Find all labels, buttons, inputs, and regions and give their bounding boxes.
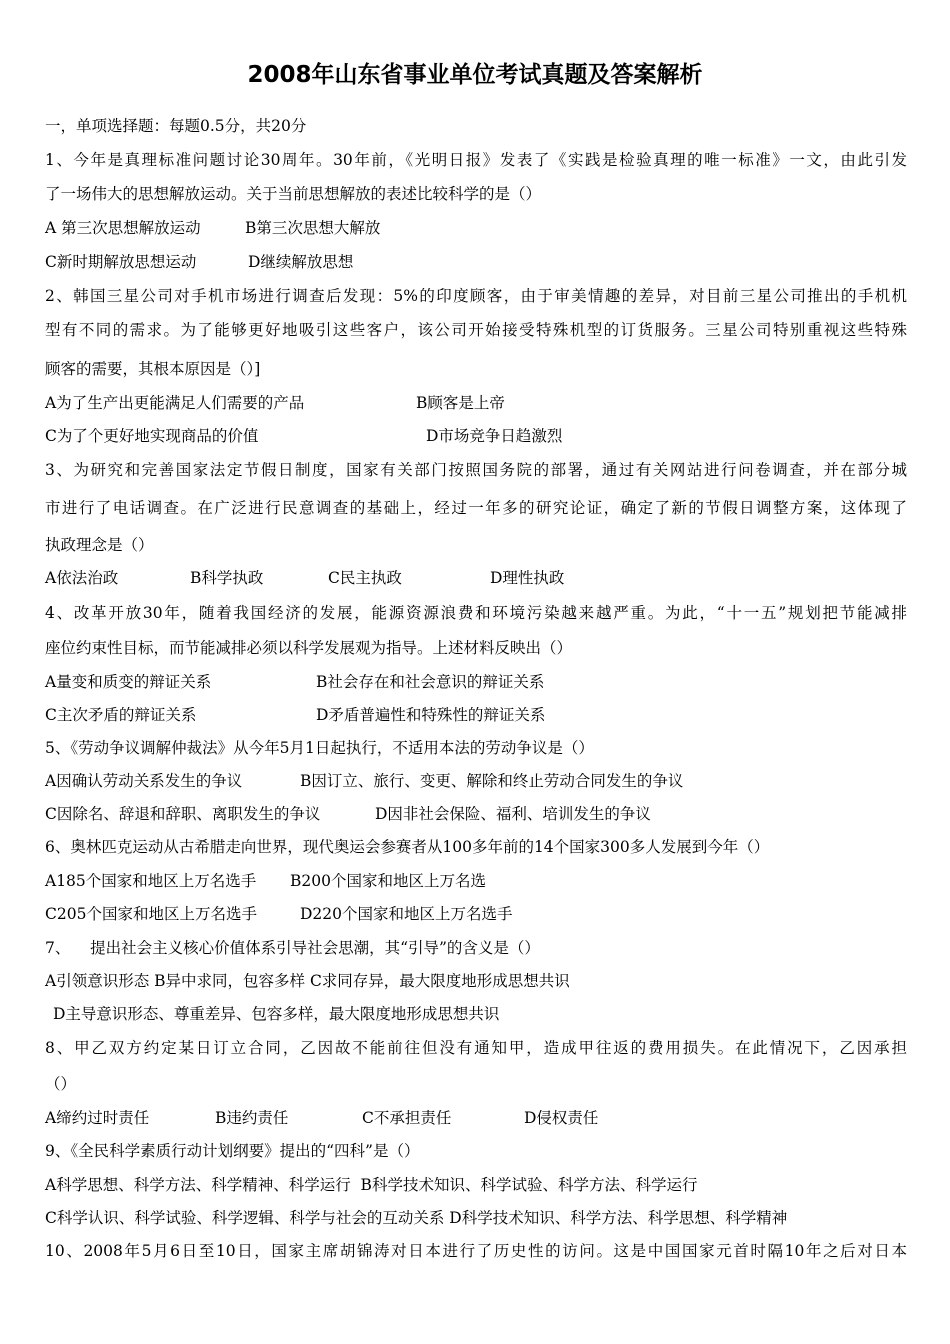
q1-option-d: D继续解放思想	[248, 253, 354, 271]
q5-option-c: C因除名、辞退和辞职、离职发生的争议	[45, 805, 321, 823]
q3-stem: 3、为研究和完善国家法定节假日制度，国家有关部门按照国务院的部署，通过有关网站进行问卷调查，并在部分城	[45, 461, 907, 479]
q3-stem-end: 执政理念是（）	[45, 536, 154, 554]
q5-stem: 5、《劳动争议调解仲裁法》从今年5月1日起执行，不适用本法的劳动争议是（）	[45, 739, 594, 757]
q4-option-a: A量变和质变的辩证关系	[45, 673, 212, 691]
q6-option-a: A185个国家和地区上万名选手	[45, 872, 257, 890]
q4-option-c: C主次矛盾的辩证关系	[45, 706, 197, 724]
q1-stem-cont: 了一场伟大的思想解放运动。关于当前思想解放的表述比较科学的是（）	[45, 185, 542, 203]
q4-stem: 4、改革开放30年，随着我国经济的发展，能源资源浪费和环境污染越来越严重。为此，“十一五”规划把节能减排	[45, 604, 907, 622]
q7-stem: 7、 提出社会主义核心价值体系引导社会思潮，其“引导”的含义是（）	[45, 939, 540, 957]
section-heading: 一，单项选择题：每题0.5分，共20分	[45, 117, 307, 135]
q2-option-c: C为了个更好地实现商品的价值	[45, 427, 259, 445]
q2-option-d: D市场竞争日趋激烈	[426, 427, 563, 445]
q3-option-b: B科学执政	[190, 569, 264, 587]
q4-option-b: B社会存在和社会意识的辩证关系	[316, 673, 545, 691]
q4-stem-cont: 座位约束性目标，而节能减排必须以科学发展观为指导。上述材料反映出（）	[45, 639, 573, 657]
q1-stem: 1、今年是真理标准问题讨论30周年。30年前，《光明日报》发表了《实践是检验真理的唯一标准》一文，由此引发	[45, 151, 907, 169]
q3-option-c: C民主执政	[328, 569, 402, 587]
q9-options-ab: A科学思想、科学方法、科学精神、科学运行 B科学技术知识、科学试验、科学方法、科学运行	[45, 1176, 698, 1194]
q2-option-b: B顾客是上帝	[416, 394, 505, 412]
q2-option-a: A为了生产出更能满足人们需要的产品	[45, 394, 305, 412]
q6-option-d: D220个国家和地区上万名选手	[300, 905, 513, 923]
q8-stem: 8、甲乙双方约定某日订立合同，乙因故不能前往但没有通知甲，造成甲往返的费用损失。在此情况下，乙因承担	[45, 1039, 907, 1057]
q7-option-d: D主导意识形态、尊重差异、包容多样，最大限度地形成思想共识	[53, 1005, 500, 1023]
q3-option-d: D理性执政	[490, 569, 565, 587]
q1-option-a: A 第三次思想解放运动	[45, 219, 201, 237]
q9-options-cd: C科学认识、科学试验、科学逻辑、科学与社会的互动关系 D科学技术知识、科学方法、科学思想、科学精神	[45, 1209, 788, 1227]
q1-option-c: C新时期解放思想运动	[45, 253, 197, 271]
q7-options-abc: A引领意识形态 B异中求同，包容多样 C求同存异，最大限度地形成思想共识	[45, 972, 570, 990]
q5-option-d: D因非社会保险、福利、培训发生的争议	[375, 805, 651, 823]
q8-option-c: C不承担责任	[362, 1109, 452, 1127]
q4-option-d: D矛盾普遍性和特殊性的辩证关系	[316, 706, 546, 724]
q5-option-a: A因确认劳动关系发生的争议	[45, 772, 243, 790]
q6-option-c: C205个国家和地区上万名选手	[45, 905, 257, 923]
q8-option-a: A缔约过时责任	[45, 1109, 150, 1127]
q6-option-b: B200个国家和地区上万名选	[290, 872, 486, 890]
q2-stem-end: 顾客的需要，其根本原因是（）]	[45, 360, 261, 378]
q9-stem: 9、《全民科学素质行动计划纲要》提出的“四科”是（）	[45, 1142, 420, 1160]
q8-stem-cont: （）	[45, 1075, 77, 1093]
q3-option-a: A依法治政	[45, 569, 119, 587]
q3-stem-cont: 市进行了电话调查。在广泛进行民意调查的基础上，经过一年多的研究论证，确定了新的节假日调整方案，这体现了	[45, 499, 907, 517]
q10-stem: 10、2008年5月6日至10日，国家主席胡锦涛对日本进行了历史性的访问。这是中国国家元首时隔10年之后对日本	[45, 1242, 907, 1260]
q6-stem: 6、奥林匹克运动从古希腊走向世界，现代奥运会参赛者从100多年前的14个国家300多人发展到今年（）	[45, 838, 770, 856]
q2-stem: 2、韩国三星公司对手机市场进行调查后发现：5%的印度顾客，由于审美情趣的差异，对目前三星公司推出的手机机	[45, 287, 907, 305]
q8-option-d: D侵权责任	[524, 1109, 599, 1127]
q1-option-b: B第三次思想大解放	[245, 219, 381, 237]
document-title: 2008年山东省事业单位考试真题及答案解析	[247, 62, 703, 88]
q5-option-b: B因订立、旅行、变更、解除和终止劳动合同发生的争议	[300, 772, 684, 790]
q2-stem-cont: 型有不同的需求。为了能够更好地吸引这些客户，该公司开始接受特殊机型的订货服务。三星公司特别重视这些特殊	[45, 321, 907, 339]
q8-option-b: B违约责任	[215, 1109, 289, 1127]
